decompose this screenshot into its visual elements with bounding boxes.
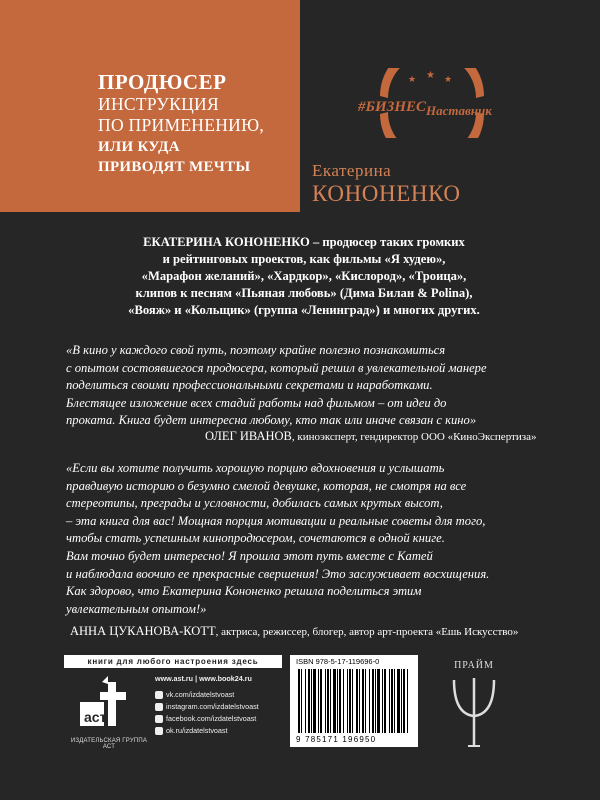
title-sub-2: ПО ПРИМЕНЕНИЮ, <box>98 115 265 135</box>
review-quote-1 <box>66 342 556 430</box>
instagram-icon <box>155 703 163 711</box>
vk-icon <box>155 691 163 699</box>
barcode-icon <box>296 669 412 733</box>
quote-line: поделиться своими профессиональными секретами и наработками. <box>66 378 433 393</box>
svg-text:★: ★ <box>426 70 435 81</box>
badge-line2: Наставник <box>426 103 492 118</box>
author-last-name: КОНОНЕНКО <box>312 181 461 206</box>
social-link-text: instagram.com/izdatelstvoast <box>166 702 259 711</box>
reviewer-name: АННА ЦУКАНОВА-КОТТ <box>70 624 216 638</box>
social-link-vk[interactable] <box>155 690 283 699</box>
isbn-number: ISBN 978-5-17-119696-0 <box>296 657 380 666</box>
quote-line: «В кино у каждого свой путь, поэтому крайне полезно познакомиться <box>66 343 446 357</box>
ean-number: 9 785171 196950 <box>296 735 377 744</box>
quote-line: увлекательным опытом!» <box>66 601 207 616</box>
title-sub-4: ПРИВОДЯТ МЕЧТЫ <box>98 159 251 175</box>
quote-line: Блестящее изложение всех стадий работы над фильмом – от идеи до <box>66 395 447 410</box>
bio-line: клипов к песням «Пьяная любовь» (Дима Билан & Polina), <box>135 286 473 300</box>
author-name <box>312 160 461 207</box>
social-link-instagram[interactable] <box>155 702 283 711</box>
quote-line: Как здорово, что Екатерина Кононенко решила поделиться этим <box>66 584 422 599</box>
ast-logo-text: аст <box>84 709 107 725</box>
quote-line: чтобы стать успешным кинопродюсером, сочетаются в одной книге. <box>66 531 445 546</box>
title-sub-3: ИЛИ КУДА <box>98 139 180 155</box>
svg-text:★: ★ <box>444 74 453 84</box>
bio-line: «Марафон желаний», «Хардкор», «Кислород», «Троица», <box>141 269 467 283</box>
bio-line: и рейтинговых проектов, как фильмы «Я худею», <box>162 252 446 266</box>
reviewer-role: , киноэксперт, гендиректор ООО «КиноЭкспертиза» <box>291 431 537 443</box>
social-link-text: facebook.com/izdatelstvoast <box>166 714 257 723</box>
badge-line1: #БИЗНЕС <box>358 99 427 115</box>
quote-line: «Если вы хотите получить хорошую порцию вдохновения и услышать <box>66 461 445 475</box>
isbn-barcode <box>290 655 418 747</box>
svg-text:★: ★ <box>408 74 417 84</box>
review-quote-2 <box>66 460 556 618</box>
publisher-slogan: книги для любого настроения здесь <box>64 655 282 668</box>
business-mentor-badge <box>352 68 512 138</box>
quote-line: стереотипы, преграды и условности, добилась самых крутых высот, <box>66 496 443 511</box>
social-link-odnoklassniki[interactable] <box>155 726 283 735</box>
bio-line: «Вояж» и «Кольщик» (группа «Ленинград») и многих других. <box>128 303 480 317</box>
imprint-name: ПРАЙМ <box>454 660 494 671</box>
reviewer-role: , актриса, режиссер, блогер, автор арт-проекта «Ешь Искусство» <box>215 626 519 638</box>
publisher-websites[interactable]: www.ast.ru | www.book24.ru <box>155 674 252 683</box>
book-title <box>98 70 293 176</box>
odnoklassniki-icon <box>155 727 163 735</box>
social-link-text: vk.com/izdatelstvoast <box>166 690 235 699</box>
bio-line: ЕКАТЕРИНА КОНОНЕНКО – продюсер таких громких <box>143 235 465 249</box>
quote-line: проката. Книга будет интересна любому, кто так или иначе связан с кино» <box>66 413 477 428</box>
title-sub-1: ИНСТРУКЦИЯ <box>98 94 219 114</box>
prime-imprint <box>444 660 504 750</box>
quote-line: и наблюдала воочию ее прекрасные свершения! Это заслуживает восхищения. <box>66 566 490 581</box>
quote-line: с опытом состоявшегося продюсера, который решил в увлекательной манере <box>66 360 487 375</box>
author-bio <box>64 234 544 319</box>
quote-line: – эта книга для вас! Мощная порция мотивации и реальные советы для того, <box>66 513 486 528</box>
publisher-group-name: ИЗДАТЕЛЬСКАЯ ГРУППА АСТ <box>70 738 148 750</box>
social-link-text: ok.ru/izdatelstvoast <box>166 726 228 735</box>
quote-1-attribution <box>205 429 536 444</box>
quote-line: Вам точно будет интересно! Я прошла этот путь вместе с Катей <box>66 548 433 563</box>
psi-logo-icon <box>444 674 504 752</box>
badge-stars-icon <box>408 70 452 84</box>
ast-logo-icon <box>72 676 142 732</box>
reviewer-name: ОЛЕГ ИВАНОВ <box>205 429 292 443</box>
quote-2-attribution <box>70 624 518 639</box>
publisher-contacts <box>155 674 283 738</box>
facebook-icon <box>155 715 163 723</box>
social-link-facebook[interactable] <box>155 714 283 723</box>
title-main: ПРОДЮСЕР <box>98 70 227 94</box>
quote-line: правдивую историю о безумно смелой девушке, которая, не смотря на все <box>66 478 467 493</box>
author-first-name: Екатерина <box>312 161 392 180</box>
